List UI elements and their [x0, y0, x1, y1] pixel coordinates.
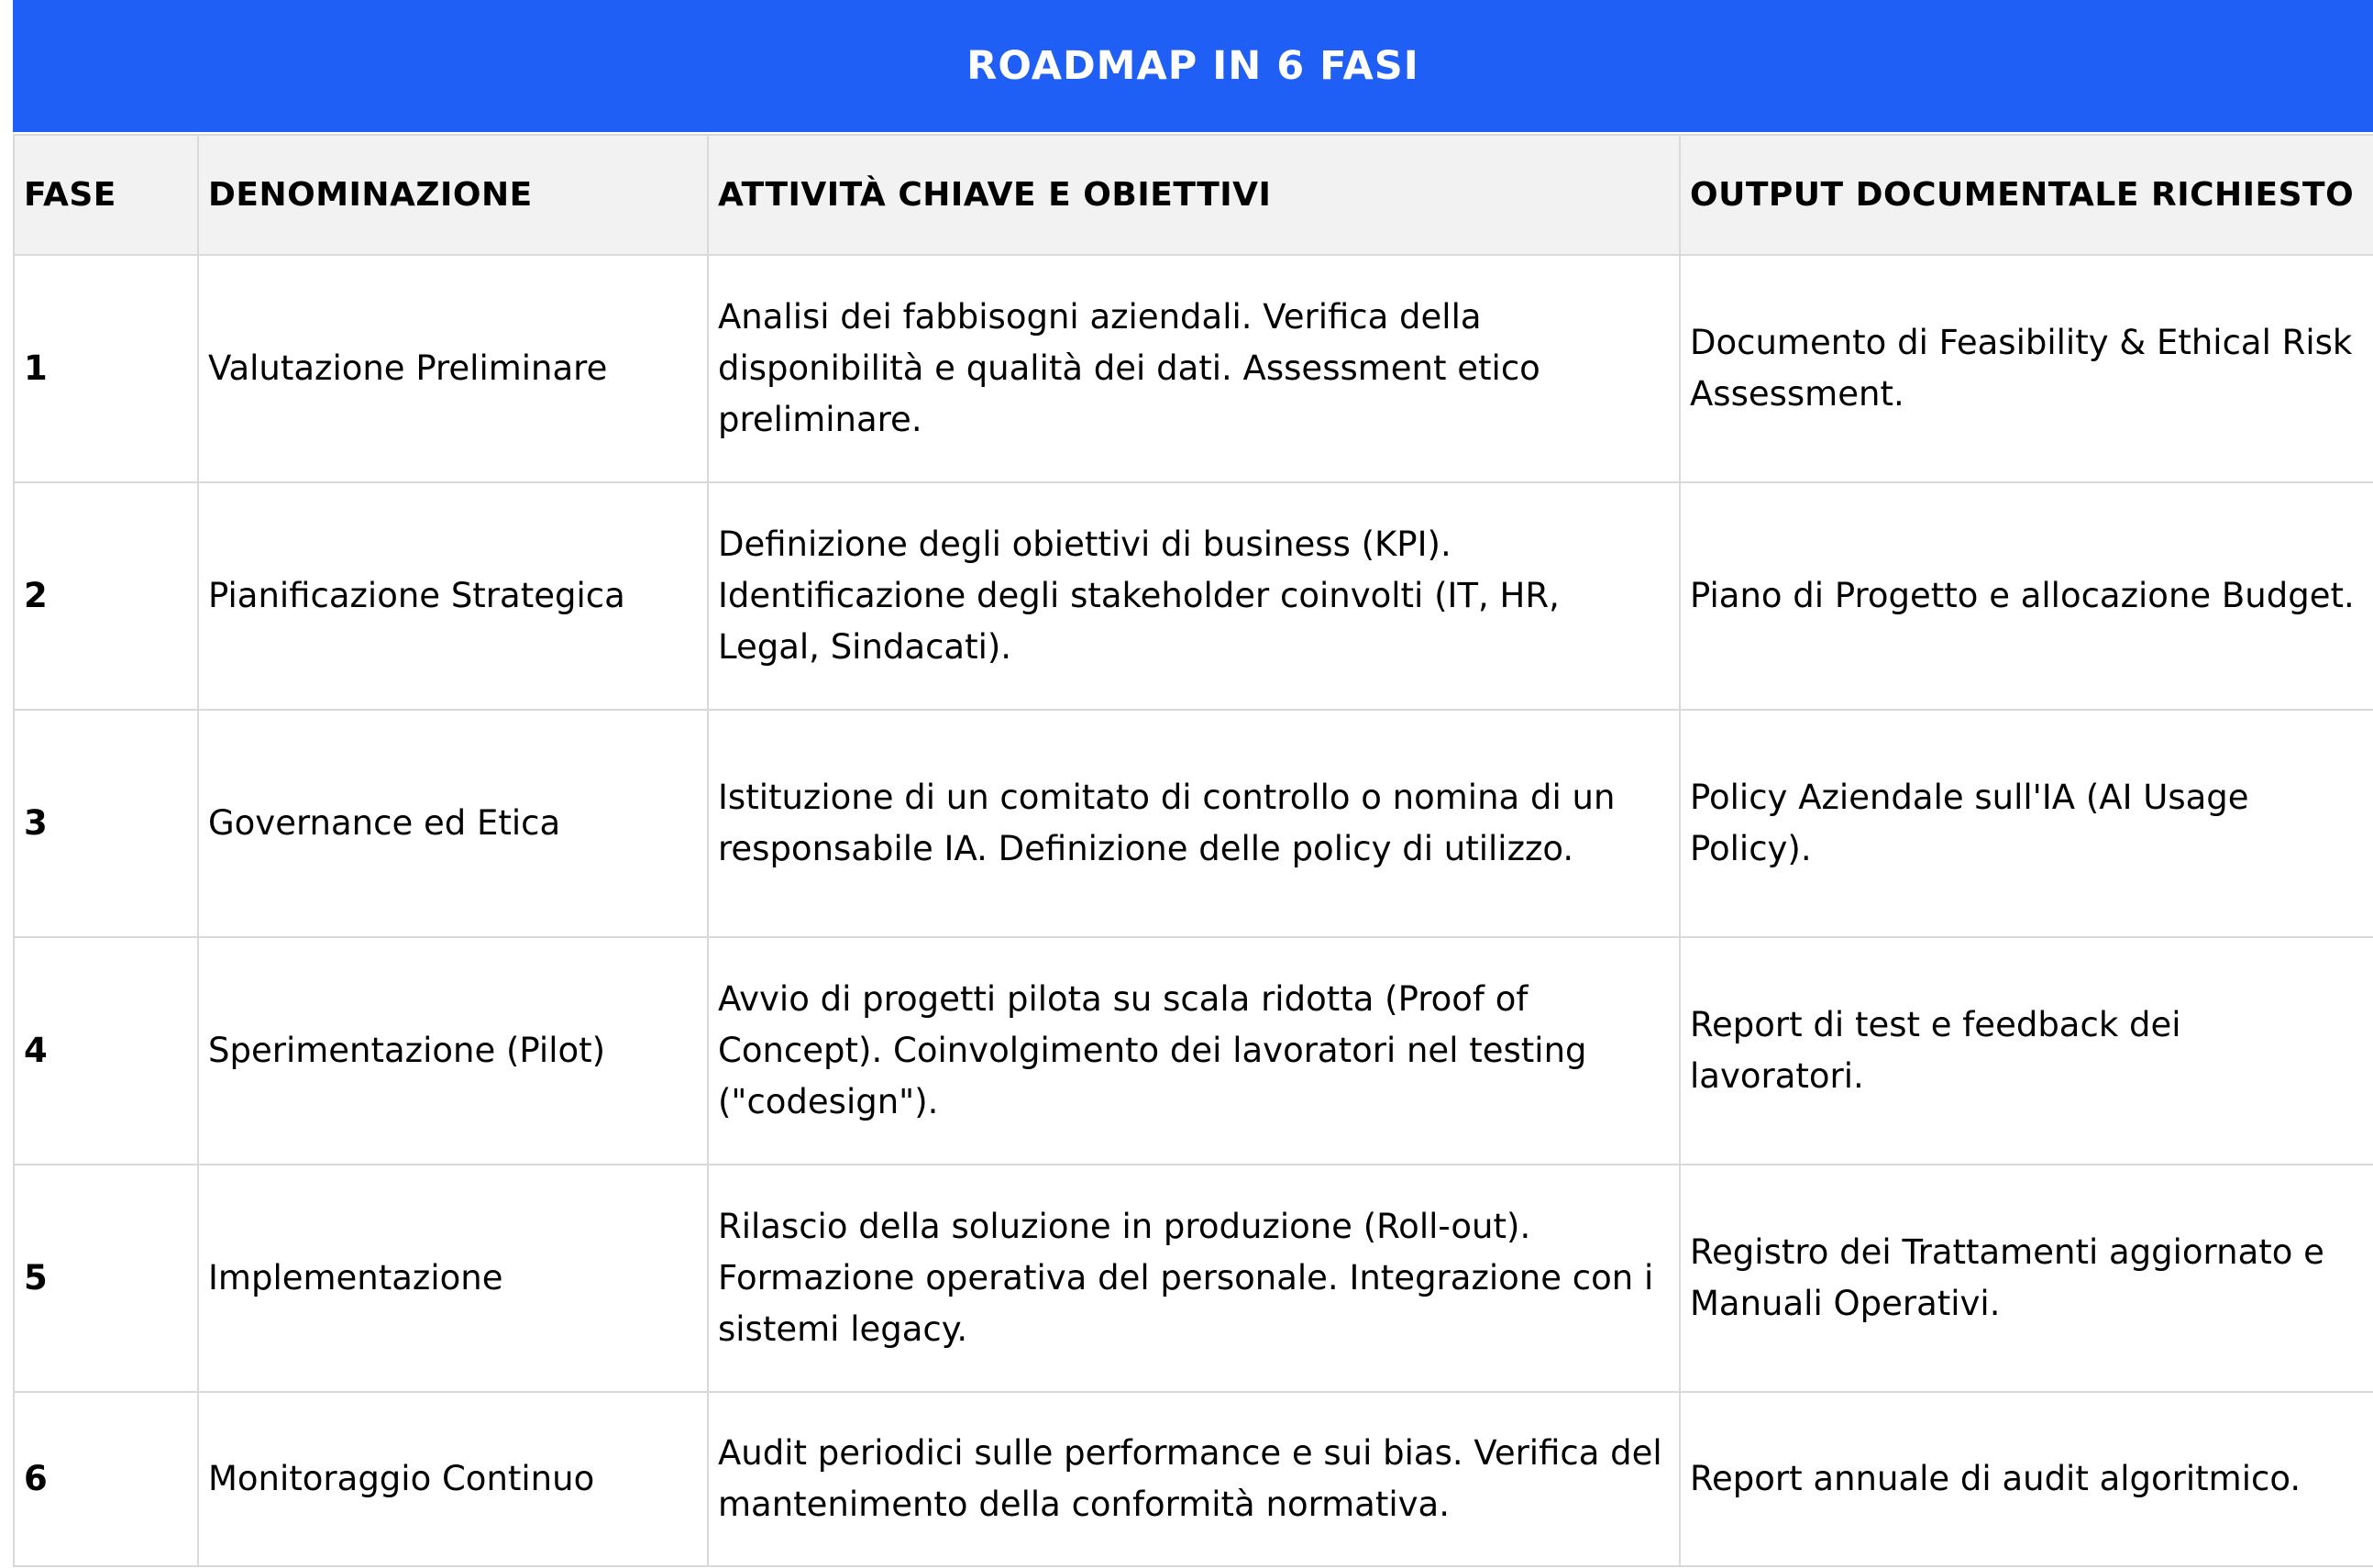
- phase-name: Governance ed Etica: [198, 710, 708, 937]
- phase-output: Report annuale di audit algoritmico.: [1680, 1392, 2373, 1566]
- phase-name: Pianificazione Strategica: [198, 482, 708, 710]
- table-row: [14, 1165, 2373, 1392]
- phase-name: Sperimentazione (Pilot): [198, 937, 708, 1165]
- table-row: [14, 710, 2373, 937]
- phase-name: Implementazione: [198, 1165, 708, 1392]
- roadmap-table: [13, 134, 2373, 1567]
- phase-number: 4: [14, 937, 198, 1165]
- table-row: [14, 937, 2373, 1165]
- phase-number: 6: [14, 1392, 198, 1566]
- phase-name: Monitoraggio Continuo: [198, 1392, 708, 1566]
- table-row: [14, 482, 2373, 710]
- table-body: [14, 255, 2373, 1566]
- phase-output: Policy Aziendale sull'IA (AI Usage Policy).: [1680, 710, 2373, 937]
- phase-name: Valutazione Preliminare: [198, 255, 708, 482]
- roadmap-title: ROADMAP IN 6 FASI: [966, 43, 1419, 89]
- phase-number: 2: [14, 482, 198, 710]
- phase-output: Report di test e feedback dei lavoratori.: [1680, 937, 2373, 1165]
- header-output: OUTPUT DOCUMENTALE RICHIESTO: [1680, 135, 2373, 255]
- phase-number: 3: [14, 710, 198, 937]
- phase-number: 5: [14, 1165, 198, 1392]
- phase-activities: Avvio di progetti pilota su scala ridotta (Proof of Concept). Coinvolgimento dei lavoratori nel testing ("codesign").: [708, 937, 1680, 1165]
- phase-output: Documento di Feasibility & Ethical Risk Assessment.: [1680, 255, 2373, 482]
- phase-activities: Analisi dei fabbisogni aziendali. Verifica della disponibilità e qualità dei dati. Assessment etico preliminare.: [708, 255, 1680, 482]
- header-attivita: ATTIVITÀ CHIAVE E OBIETTIVI: [708, 135, 1680, 255]
- title-banner: [13, 0, 2373, 132]
- phase-activities: Definizione degli obiettivi di business (KPI). Identificazione degli stakeholder coinvolti (IT, HR, Legal, Sindacati).: [708, 482, 1680, 710]
- header-fase: FASE: [14, 135, 198, 255]
- header-row: [14, 135, 2373, 255]
- table-row: [14, 255, 2373, 482]
- phase-activities: Audit periodici sulle performance e sui bias. Verifica del mantenimento della conformità normativa.: [708, 1392, 1680, 1566]
- table-row: [14, 1392, 2373, 1566]
- phase-activities: Rilascio della soluzione in produzione (Roll-out). Formazione operativa del personale. Integrazione con i sistemi legacy.: [708, 1165, 1680, 1392]
- phase-activities: Istituzione di un comitato di controllo o nomina di un responsabile IA. Definizione delle policy di utilizzo.: [708, 710, 1680, 937]
- table-header: [14, 135, 2373, 255]
- header-denominazione: DENOMINAZIONE: [198, 135, 708, 255]
- phase-output: Piano di Progetto e allocazione Budget.: [1680, 482, 2373, 710]
- phase-number: 1: [14, 255, 198, 482]
- phase-output: Registro dei Trattamenti aggiornato e Manuali Operativi.: [1680, 1165, 2373, 1392]
